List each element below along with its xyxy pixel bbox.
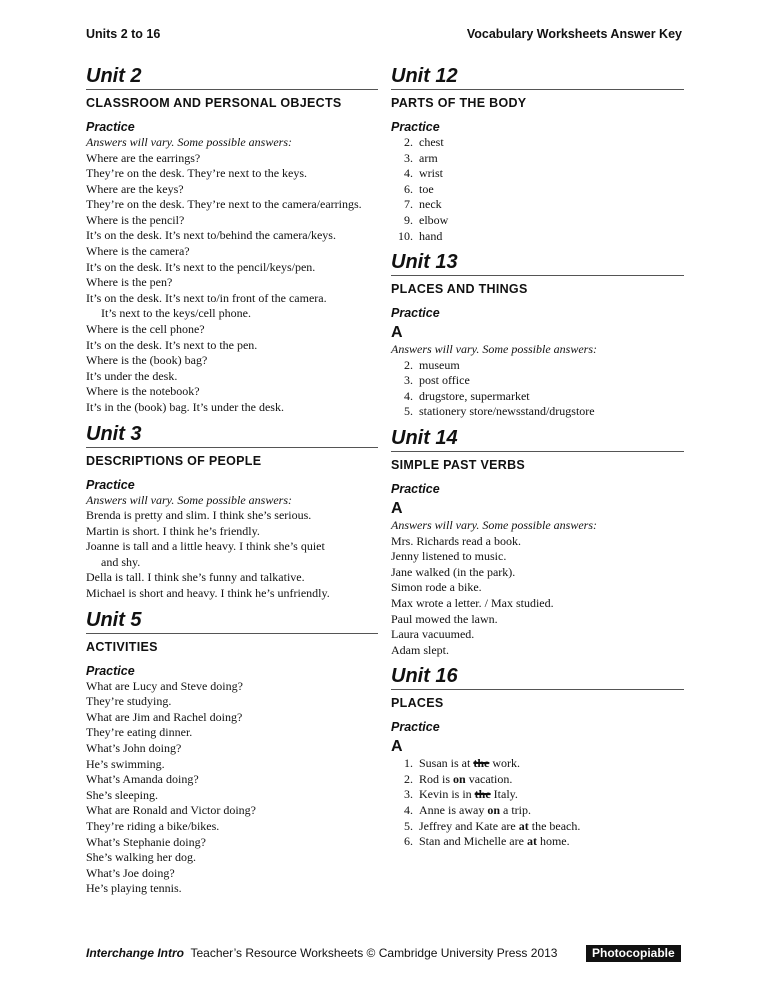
unit-subtitle: CLASSROOM AND PERSONAL OBJECTS bbox=[86, 96, 342, 110]
unit-13-section bbox=[391, 250, 684, 420]
answer-line: Laura vacuumed. bbox=[391, 627, 475, 642]
list-item: 4. drugstore, supermarket bbox=[404, 388, 530, 403]
answer-line: What’s Joe doing? bbox=[86, 865, 175, 880]
list-item: 2. museum bbox=[404, 357, 460, 372]
unit-5-section bbox=[86, 608, 378, 897]
answer-line: It’s on the desk. It’s next to the pencil/keys/pen. bbox=[86, 259, 316, 274]
answer-line: Adam slept. bbox=[391, 642, 449, 657]
unit-12-section bbox=[391, 64, 684, 244]
answers-note: Answers will vary. Some possible answers: bbox=[86, 492, 292, 507]
answer-line: Jenny listened to music. bbox=[391, 549, 507, 564]
unit-subtitle: SIMPLE PAST VERBS bbox=[391, 458, 526, 473]
answer-line: Simon rode a bike. bbox=[391, 580, 482, 595]
part-label: A bbox=[391, 738, 403, 756]
answer-line: Where are the keys? bbox=[86, 181, 184, 196]
answers-note: Answers will vary. Some possible answers: bbox=[86, 135, 292, 149]
list-item: 3. arm bbox=[404, 150, 438, 165]
right-column bbox=[391, 64, 684, 850]
answer-line: Where is the pencil? bbox=[86, 212, 185, 227]
answer-line: Jane walked (in the park). bbox=[391, 564, 516, 579]
answer-line: Paul mowed the lawn. bbox=[391, 611, 498, 626]
list-item: 5. Jeffrey and Kate are at the beach. bbox=[404, 818, 581, 833]
answer-line: It’s on the desk. It’s next to the pen. bbox=[86, 337, 258, 352]
unit-title: Unit 3 bbox=[86, 422, 378, 448]
footer-brand: Interchange Intro bbox=[86, 946, 185, 960]
unit-subtitle: DESCRIPTIONS OF PEOPLE bbox=[86, 453, 262, 468]
footer-copyright: Teacher’s Resource Worksheets © Cambridge University Press 2013 bbox=[190, 946, 558, 960]
answer-line: It’s on the desk. It’s next to/in front of the camera. bbox=[86, 290, 327, 305]
answer-line: Where are the earrings? bbox=[86, 150, 201, 165]
unit-3-section bbox=[86, 422, 378, 602]
answer-line: What are Ronald and Victor doing? bbox=[86, 803, 257, 818]
answer-line: It’s on the desk. It’s next to/behind the camera/keys. bbox=[86, 228, 336, 243]
unit-14-section bbox=[391, 426, 684, 658]
unit-subtitle: ACTIVITIES bbox=[86, 639, 158, 654]
list-item: 10. hand bbox=[398, 228, 443, 243]
answer-line: What are Jim and Rachel doing? bbox=[86, 709, 243, 724]
practice-heading: Practice bbox=[391, 482, 440, 497]
answer-line: Where is the notebook? bbox=[86, 384, 200, 399]
unit-title: Unit 14 bbox=[391, 426, 684, 452]
practice-heading: Practice bbox=[86, 663, 135, 678]
answer-line: They’re on the desk. They’re next to the camera/earrings. bbox=[86, 197, 362, 212]
left-column bbox=[86, 64, 378, 897]
unit-title: Unit 12 bbox=[391, 64, 684, 90]
practice-heading: Practice bbox=[86, 120, 135, 134]
answer-line: Where is the (book) bag? bbox=[86, 353, 208, 368]
part-label: A bbox=[391, 500, 403, 518]
list-item: 7. neck bbox=[404, 197, 442, 212]
list-item: 3. post office bbox=[404, 373, 470, 388]
answer-line: What’s John doing? bbox=[86, 741, 182, 756]
unit-subtitle: PLACES bbox=[391, 696, 444, 711]
list-item: 4. Anne is away on a trip. bbox=[404, 803, 532, 818]
answers-note: Answers will vary. Some possible answers: bbox=[391, 342, 597, 357]
list-item: 5. stationery store/newsstand/drugstore bbox=[404, 404, 595, 419]
answer-line: What’s Amanda doing? bbox=[86, 772, 199, 787]
answer-line: Martin is short. I think he’s friendly. bbox=[86, 523, 260, 538]
unit-2-section bbox=[86, 64, 378, 416]
answer-line: They’re studying. bbox=[86, 694, 172, 709]
answer-line: He’s playing tennis. bbox=[86, 881, 182, 896]
answers-note: Answers will vary. Some possible answers: bbox=[391, 518, 597, 533]
answer-line: Where is the pen? bbox=[86, 275, 173, 290]
answer-line: They’re riding a bike/bikes. bbox=[86, 819, 220, 833]
answer-line: What are Lucy and Steve doing? bbox=[86, 678, 243, 693]
answer-line: Della is tall. I think she’s funny and talkative. bbox=[86, 570, 305, 585]
list-item: 3. Kevin is in the Italy. bbox=[404, 787, 518, 802]
part-label: A bbox=[391, 324, 403, 342]
running-header-left: Units 2 to 16 bbox=[86, 27, 161, 41]
answer-line: They’re on the desk. They’re next to the keys. bbox=[86, 166, 308, 181]
list-item: 4. wrist bbox=[404, 166, 443, 181]
practice-heading: Practice bbox=[391, 120, 440, 134]
answer-line: Joanne is tall and a little heavy. I think she’s quiet bbox=[86, 539, 325, 554]
list-item: 2. Rod is on vacation. bbox=[404, 771, 513, 786]
answer-line: Mrs. Richards read a book. bbox=[391, 533, 521, 548]
answer-line: It’s under the desk. bbox=[86, 368, 178, 383]
answer-line: They’re eating dinner. bbox=[86, 725, 193, 740]
answer-line: Where is the camera? bbox=[86, 244, 190, 259]
answer-line: Max wrote a letter. / Max studied. bbox=[391, 595, 554, 610]
answer-line: She’s sleeping. bbox=[86, 787, 158, 802]
answer-line: Brenda is pretty and slim. I think she’s serious. bbox=[86, 508, 312, 523]
answer-line: He’s swimming. bbox=[86, 756, 165, 771]
answer-line: and shy. bbox=[101, 554, 141, 569]
answer-line: Where is the cell phone? bbox=[86, 322, 205, 337]
list-item: 9. elbow bbox=[404, 212, 449, 227]
practice-heading: Practice bbox=[391, 306, 440, 321]
page-footer bbox=[86, 946, 557, 960]
photocopiable-badge: Photocopiable bbox=[586, 945, 681, 962]
unit-subtitle: PLACES AND THINGS bbox=[391, 282, 528, 297]
list-item: 6. Stan and Michelle are at home. bbox=[404, 834, 570, 849]
list-item: 1. Susan is at the work. bbox=[404, 756, 521, 771]
unit-title: Unit 5 bbox=[86, 608, 378, 634]
unit-title: Unit 13 bbox=[391, 250, 684, 276]
unit-subtitle: PARTS OF THE BODY bbox=[391, 96, 527, 110]
answer-line: She’s walking her dog. bbox=[86, 850, 196, 865]
answer-line: It’s in the (book) bag. It’s under the desk. bbox=[86, 400, 284, 414]
practice-heading: Practice bbox=[86, 477, 135, 492]
unit-16-section bbox=[391, 664, 684, 850]
answer-line: What’s Stephanie doing? bbox=[86, 834, 206, 849]
practice-heading: Practice bbox=[391, 720, 440, 735]
list-item: 2. chest bbox=[404, 135, 444, 149]
running-header-right: Vocabulary Worksheets Answer Key bbox=[466, 27, 682, 41]
answer-line: Michael is short and heavy. I think he’s unfriendly. bbox=[86, 586, 330, 601]
unit-title: Unit 2 bbox=[86, 64, 378, 90]
unit-title: Unit 16 bbox=[391, 664, 684, 690]
list-item: 6. toe bbox=[404, 181, 434, 196]
answer-line: It’s next to the keys/cell phone. bbox=[101, 306, 251, 321]
